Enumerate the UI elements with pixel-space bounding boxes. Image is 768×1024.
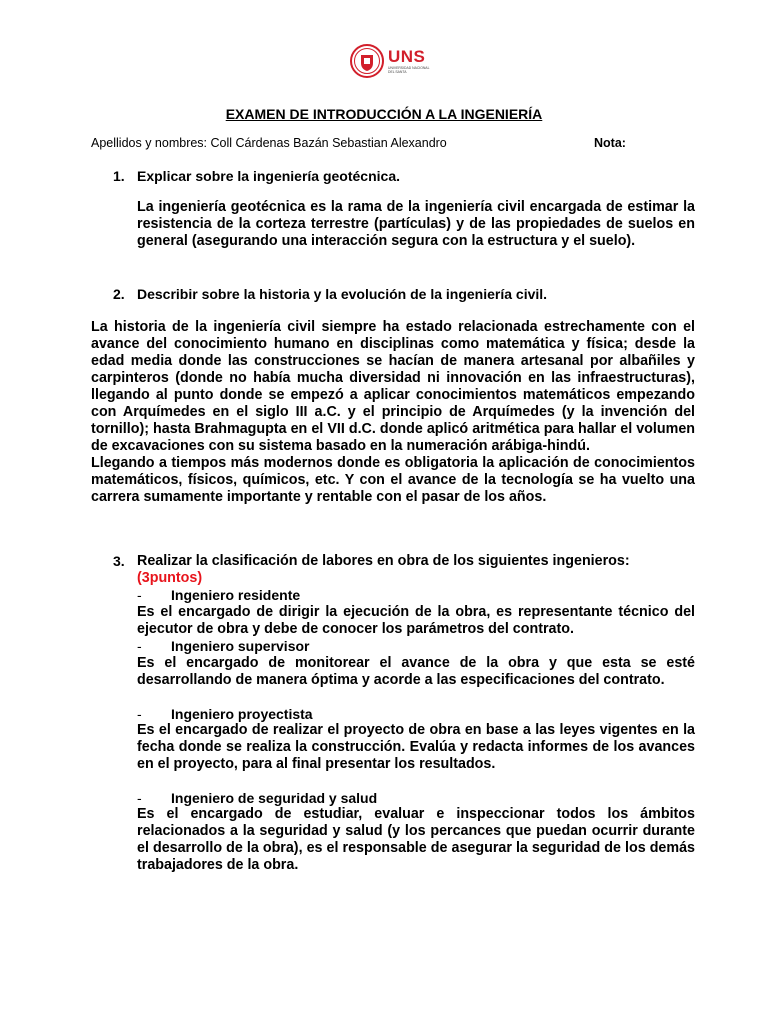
question-text: Describir sobre la historia y la evolución de la ingeniería civil.: [137, 286, 548, 302]
engineer-description: Es el encargado de dirigir la ejecución de la obra, es representante técnico del ejecutor de obra y debe de conocer los parámetros del contrato.: [137, 604, 695, 637]
points-label: (3puntos): [137, 570, 203, 586]
engineer-type-label: Ingeniero supervisor: [171, 638, 310, 654]
university-logo: [350, 44, 430, 84]
engineer-type-label: Ingeniero proyectista: [171, 706, 313, 722]
student-name-line: Apellidos y nombres: Coll Cárdenas Bazán Sebastian Alexandro: [91, 136, 447, 150]
question-number: 3.: [113, 553, 125, 569]
engineer-description: Es el encargado de estudiar, evaluar e inspeccionar todos los ámbitos relacionados a la seguridad y salud (y los percances que puedan ocurrir durante el desarrollo de la obra), es el responsable de asegurar la seguridad de los demás trabajadores de la obra.: [137, 806, 695, 873]
answer-1: La ingeniería geotécnica es la rama de la ingeniería civil encargada de estimar la resistencia de la corteza terrestre (partículas) y de las propiedades de suelos en general (asegurando una interacción segura con la estructura y el suelo).: [137, 199, 695, 249]
engineer-type-label: Ingeniero de seguridad y salud: [171, 790, 378, 806]
answer-2: [91, 319, 695, 506]
engineer-description: Es el encargado de monitorear el avance de la obra y que esta se esté desarrollando de manera óptima y acorde a las especificaciones del contrato.: [137, 655, 695, 688]
university-seal-icon: [350, 44, 384, 78]
logo-subtext: UNIVERSIDAD NACIONAL DEL SANTA: [388, 66, 430, 74]
exam-title: EXAMEN DE INTRODUCCIÓN A LA INGENIERÍA: [225, 106, 543, 122]
engineer-type-label: Ingeniero residente: [171, 587, 301, 603]
engineer-description: Es el encargado de realizar el proyecto de obra en base a las leyes vigentes en la fecha donde se realiza la construcción. Evalúa y redacta informes de los avances en el proyecto, para al final presentar los resultados.: [137, 722, 695, 772]
answer-paragraph: La historia de la ingeniería civil siempre ha estado relacionada estrechamente con el avance del conocimiento humano en disciplinas como matemática y física; desde la edad media donde las construcciones se hacían de manera artesanal por albañiles y carpinteros (donde no había mucha diversidad ni innovación en las infraestructuras), llegando al punto donde se empezó a aplicar conocimientos matemáticos empezando con Arquímedes en el siglo III a.C. y el principio de Arquímedes (y la invención del tornillo); hasta Brahmagupta en el VII d.C. donde aplicó aritmética para hallar el volumen de excavaciones con su sistema basado en la numeración arábiga-hindú.: [91, 319, 695, 454]
question-number: 1.: [113, 168, 125, 184]
answer-paragraph: Llegando a tiempos más modernos donde es obligatoria la aplicación de conocimientos matemáticos, físicos, químicos, etc. Y con el avance de la tecnología se ha vuelto una carrera sumamente importante y rentable con el pasar de los años.: [91, 455, 695, 505]
question-3-text: Realizar la clasificación de labores en obra de los siguientes ingenieros: (3puntos): [137, 553, 630, 586]
grade-label: Nota:: [594, 136, 626, 150]
document-page: UNS UNIVERSIDAD NACIONAL DEL SANTA EXAMEN DE INTRODUCCIÓN A LA INGENIERÍA Apellidos y nombres: Coll Cárdenas Bazán Sebastian Alexandro Nota: 1. Explicar sobre la ingeniería geotécnica. La ingeniería geotécnica es la rama de la ingeniería civil encargada de estimar la resistencia de la corteza terrestre (partículas) y de las propiedades de suelos en general (asegurando una interacción segura con la estructura y el suelo). 2. Describir sobre la historia y la evolución de la ingeniería civil. La historia de la ingeniería civil siempre ha estado relacionada estrechamente con el avance del conocimiento humano en disciplinas como matemática y física; desde la edad media donde las construcciones se hacían de manera artesanal por albañiles y carpinteros (donde no había mucha diversidad ni innovación en las infraestructuras), llegando al punto donde se empezó a aplicar conocimientos matemáticos empezando con Arquímedes en el siglo III a.C. y el principio de Arquímedes (y la invención del tornillo); hasta Brahmagupta en el VII d.C. donde aplicó aritmética para hallar el volumen de excavaciones con su sistema basado en la numeración arábiga-hindú. Llegando a tiempos más modernos donde es obligatoria la aplicación de conocimientos matemáticos, físicos, químicos, etc. Y con el avance de la tecnología se ha vuelto una carrera sumamente importante y rentable con el pasar de los años. 3. Realizar la clasificación de labores en obra de los siguientes ingenieros: (3puntos) - Ingeniero residente Es el encargado de dirigir la ejecución de la obra, es representante técnico del ejecutor de obra y debe de conocer los parámetros del contrato. - Ingeniero supervisor Es el encargado de monitorear el avance de la obra y que esta se esté desarrollando de manera óptima y acorde a las especificaciones del contrato. - Ingeniero proyectista Es el encargado de realizar el proyecto de obra en base a las leyes vigentes en la fecha donde se realiza la construcción. Evalúa y redacta informes de los avances en el proyecto, para al final presentar los resultados. - Ingeniero de seguridad y salud Es el encargado de estudiar, evaluar e inspeccionar todos los ámbitos relacionados a la seguridad y salud (y los percances que puedan ocurrir durante el desarrollo de la obra), es el responsable de asegurar la seguridad de los demás trabajadores de la obra.: [0, 0, 768, 1024]
question-number: 2.: [113, 286, 125, 302]
question-text: Explicar sobre la ingeniería geotécnica.: [137, 168, 400, 184]
logo-text: UNS: [388, 47, 426, 66]
